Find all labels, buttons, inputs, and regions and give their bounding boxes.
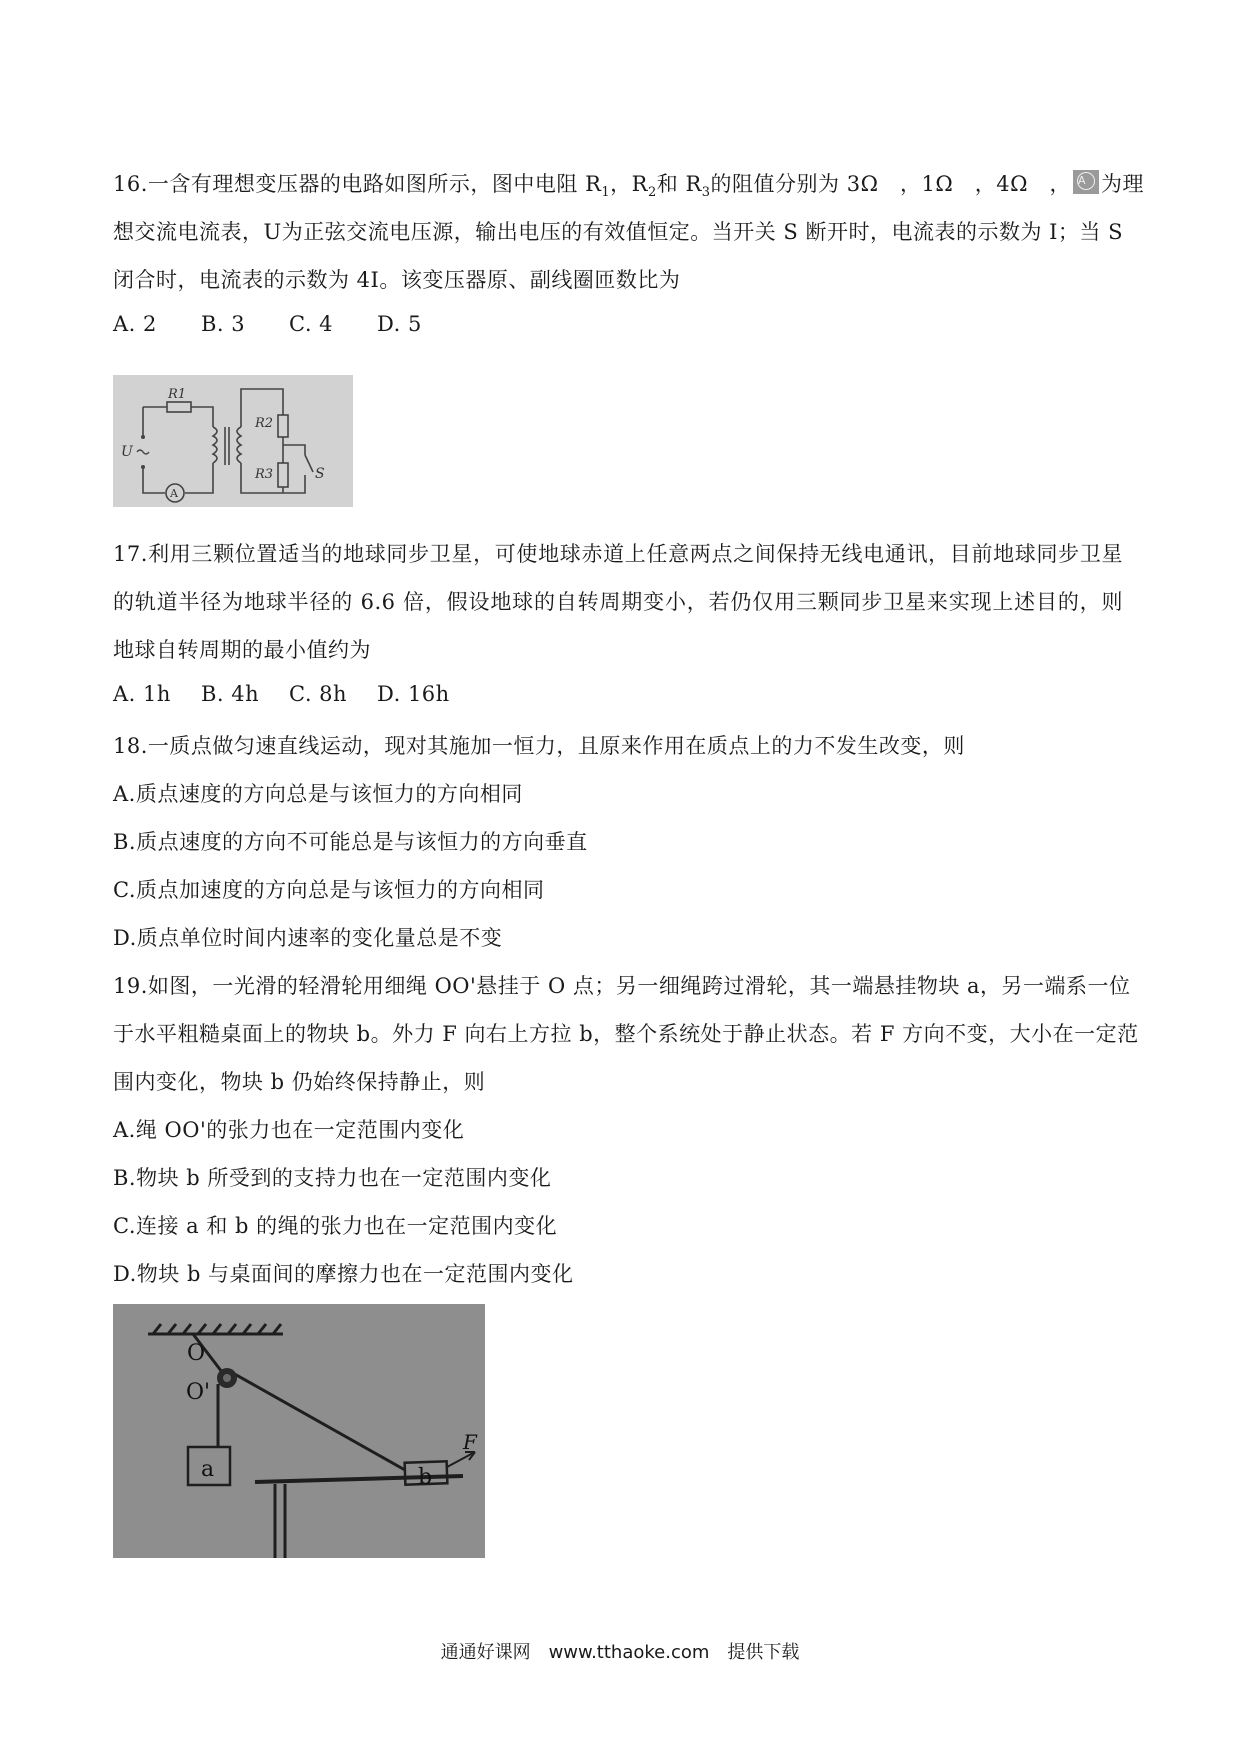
q17-line1: 17.利用三颗位置适当的地球同步卫星，可使地球赤道上任意两点之间保持无线电通讯，目前地球同步卫星 (113, 542, 1123, 566)
q16-option-b: B. 3 (201, 312, 246, 336)
q19-option-a: A.绳 OO'的张力也在一定范围内变化 (113, 1118, 465, 1142)
circuit-label-s: S (315, 466, 325, 482)
q18-option-b: B.质点速度的方向不可能总是与该恒力的方向垂直 (113, 830, 588, 854)
force-label-f: F (463, 1430, 477, 1454)
circuit-diagram (113, 375, 353, 507)
circuit-label-r2: R2 (255, 416, 274, 431)
footer-source: 通通好课网 www.tthaoke.com 提供下载 (440, 1642, 800, 1663)
q19-line1: 19.如图，一光滑的轻滑轮用细绳 OO'悬挂于 O 点；另一细绳跨过滑轮，其一端悬挂物块 a，另一端系一位 (113, 974, 1131, 998)
q19-option-d: D.物块 b 与桌面间的摩擦力也在一定范围内变化 (113, 1262, 574, 1286)
q17-line3: 地球自转周期的最小值约为 (113, 638, 371, 662)
q16-line1: 16.一含有理想变压器的电路如图所示，图中电阻 $R_1$，$R_2$和 $R_3$的阻值分别为 3Ω ，1Ω ，4Ω ，A 为理 (113, 168, 1123, 200)
q17-option-b: B. 4h (201, 682, 260, 706)
q16-line3: 闭合时，电流表的示数为 4I。该变压器原、副线圈匝数比为 (113, 268, 681, 292)
q17-option-d: D. 16h (377, 682, 450, 706)
q16-option-d: D. 5 (377, 312, 422, 336)
circuit-label-r1: R1 (168, 387, 187, 402)
q19-option-b: B.物块 b 所受到的支持力也在一定范围内变化 (113, 1166, 552, 1190)
ammeter-icon (1073, 170, 1099, 194)
q18-stem: 18.一质点做匀速直线运动，现对其施加一恒力，且原来作用在质点上的力不发生改变，则 (113, 734, 965, 758)
q19-option-c: C.连接 a 和 b 的绳的张力也在一定范围内变化 (113, 1214, 558, 1238)
q17-option-c: C. 8h (289, 682, 348, 706)
pulley-label-o: O (187, 1341, 206, 1366)
q18-option-c: C.质点加速度的方向总是与该恒力的方向相同 (113, 878, 545, 902)
block-label-a: a (201, 1457, 215, 1482)
circuit-label-r3: R3 (255, 467, 274, 482)
q18-option-a: A.质点速度的方向总是与该恒力的方向相同 (113, 782, 523, 806)
q17-option-a: A. 1h (113, 682, 171, 706)
pulley-label-o-prime: O' (186, 1380, 211, 1405)
q17-line2: 的轨道半径为地球半径的 6.6 倍，假设地球的自转周期变小，若仍仅用三颗同步卫星来实现上述目的，则 (113, 590, 1123, 614)
circuit-label-u: U (121, 444, 133, 460)
pulley-figure (113, 1304, 485, 1558)
q19-line3: 围内变化，物块 b 仍始终保持静止，则 (113, 1070, 486, 1094)
q16-option-c: C. 4 (289, 312, 334, 336)
q16-option-a: A. 2 (113, 312, 157, 336)
q18-option-d: D.质点单位时间内速率的变化量总是不变 (113, 926, 503, 950)
q17-options (113, 682, 465, 706)
circuit-label-ammeter: A (170, 487, 178, 500)
q16-line2: 想交流电流表，U为正弦交流电压源，输出电压的有效值恒定。当开关 S 断开时，电流表的示数为 I；当 S (113, 220, 1123, 244)
q16-options (113, 312, 465, 336)
block-label-b: b (418, 1465, 433, 1490)
q19-line2: 于水平粗糙桌面上的物块 b。外力 F 向右上方拉 b，整个系统处于静止状态。若 F 方向不变，大小在一定范 (113, 1022, 1139, 1046)
